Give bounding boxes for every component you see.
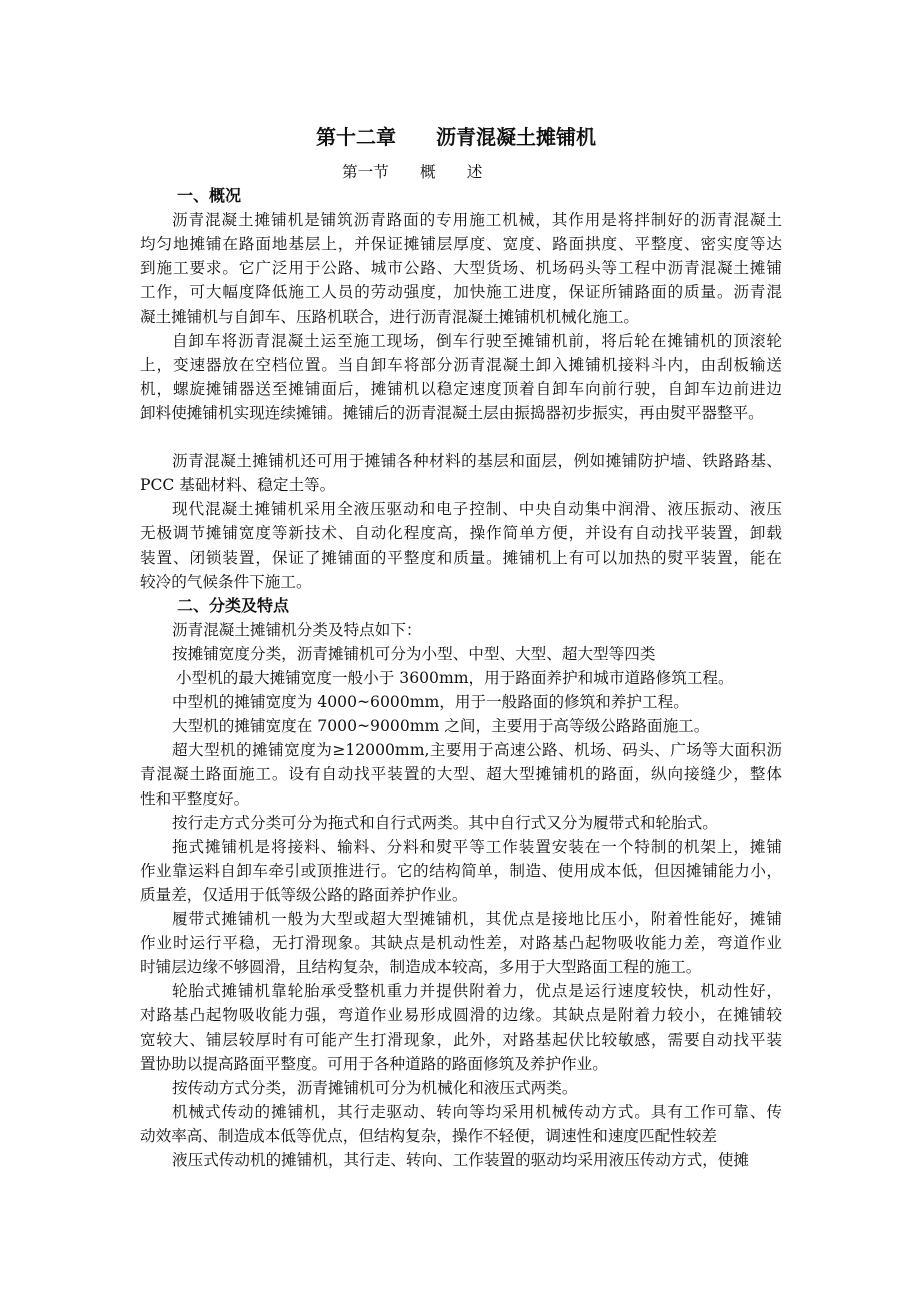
section-heading: 一、概况 xyxy=(177,186,242,205)
paragraph-line: 超大型机的摊铺宽度为≥12000mm,主要用于高速公路、机场、码头、广场等大面积沥 xyxy=(172,741,782,760)
paragraph-line: 机，螺旋摊铺器送至摊铺面后，摊铺机以稳定速度顶着自卸车向前行驶，自卸车边前进边 xyxy=(140,379,782,398)
paragraph-line: 沥青混凝土摊铺机还可用于摊铺各种材料的基层和面层，例如摊铺防护墙、铁路路基、 xyxy=(172,452,782,471)
paragraph-line: 液压式传动机的摊铺机，其行走、转向、工作装置的驱动均采用液压传动方式，使摊 xyxy=(172,1151,749,1169)
paragraph-line: 中型机的摊铺宽度为 4000~6000mm，用于一般路面的修筑和养护工程。 xyxy=(172,693,689,712)
paragraph-line: 到施工要求。它广泛用于公路、城市公路、大型货场、机场码头等工程中沥青混凝土摊铺 xyxy=(140,259,782,278)
section-title: 第一节 概 述 xyxy=(342,163,483,181)
paragraph-line: 卸料使摊铺机实现连续摊铺。摊铺后的沥青混凝土层由振捣器初步振实，再由熨平器整平。 xyxy=(140,403,764,422)
paragraph-line: 凝土摊铺机与自卸车、压路机联合，进行沥青混凝土摊铺机机械化施工。 xyxy=(140,307,640,326)
paragraph-line: 工作，可大幅度降低施工人员的劳动强度，加快施工进度，保证所铺路面的质量。沥青混 xyxy=(140,283,782,302)
paragraph-line: 性和平整度好。 xyxy=(140,789,250,808)
paragraph-line: 沥青混凝土摊铺机是铺筑沥青路面的专用施工机械，其作用是将拌制好的沥青混凝土 xyxy=(172,211,782,230)
blank-line xyxy=(140,425,782,449)
paragraph-line: 装置、闭锁装置，保证了摊铺面的平整度和质量。摊铺机上有可以加热的熨平装置，能在 xyxy=(140,548,782,567)
paragraph-line: 沥青混凝土摊铺机分类及特点如下： xyxy=(172,620,422,639)
paragraph-line: 按摊铺宽度分类，沥青摊铺机可分为小型、中型、大型、超大型等四类 xyxy=(172,644,656,663)
paragraph-line: 青混凝土路面施工。设有自动找平装置的大型、超大型摊铺机的路面，纵向接缝少，整体 xyxy=(140,765,782,784)
paragraph-line: 对路基凸起物吸收能力强，弯道作业易形成圆滑的边缘。其缺点是附着力较小，在摊铺较 xyxy=(140,1006,782,1025)
paragraph-line: PCC 基础材料、稳定土等。 xyxy=(140,476,336,495)
paragraph-line: 作业靠运料自卸车牵引或顶推进行。它的结构简单，制造、使用成本低，但因摊铺能力小， xyxy=(140,861,782,880)
paragraph-line: 拖式摊铺机是将接料、输料、分料和熨平等工作装置安装在一个特制的机架上，摊铺 xyxy=(172,837,782,856)
paragraph-line: 置协助以提高路面平整度。可用于各种道路的路面修筑及养护作业。 xyxy=(140,1054,608,1073)
paragraph-line: 履带式摊铺机一般为大型或超大型摊铺机，其优点是接地比压小，附着性能好，摊铺 xyxy=(172,910,782,928)
paragraph-line: 现代混凝土摊铺机采用全液压驱动和电子控制、中央自动集中润滑、液压振动、液压 xyxy=(172,500,782,519)
paragraph-line: 宽较大、铺层较厚时有可能产生打滑现象，此外，对路基起伏比较敏感，需要自动找平装 xyxy=(140,1030,782,1049)
paragraph-line: 按行走方式分类可分为拖式和自行式两类。其中自行式又分为履带式和轮胎式。 xyxy=(172,813,718,832)
paragraph-line: 小型机的最大摊铺宽度一般小于 3600mm，用于路面养护和城市道路修筑工程。 xyxy=(176,669,734,687)
chapter-title: 第十二章 沥青混凝土摊铺机 xyxy=(316,125,596,149)
paragraph-line: 作业时运行平稳，无打滑现象。其缺点是机动性差，对路基凸起物吸收能力差，弯道作业 xyxy=(140,934,782,953)
paragraph-line: 大型机的摊铺宽度在 7000~9000mm 之间，主要用于高等级公路路面施工。 xyxy=(172,717,710,736)
paragraph-line: 无极调节摊铺宽度等新技术、自动化程度高，操作简单方便，并设有自动找平装置，卸载 xyxy=(140,524,782,543)
paragraph-line: 质量差，仅适用于低等级公路的路面养护作业。 xyxy=(140,885,468,904)
paragraph-line: 按传动方式分类，沥青摊铺机可分为机械化和液压式两类。 xyxy=(172,1078,578,1097)
paragraph-line: 均匀地摊铺在路面地基层上，并保证摊铺层厚度、宽度、路面拱度、平整度、密实度等达 xyxy=(140,235,782,254)
paragraph-line: 上，变速器放在空档位置。当自卸车将部分沥青混凝土卸入摊铺机接料斗内，由刮板输送 xyxy=(140,355,782,374)
paragraph-line: 动效率高、制造成本低等优点，但结构复杂，操作不轻便，调速性和速度匹配性较差 xyxy=(140,1126,717,1145)
paragraph-line: 时铺层边缘不够圆滑，且结构复杂，制造成本较高，多用于大型路面工程的施工。 xyxy=(140,958,702,977)
paragraph-line: 自卸车将沥青混凝土运至施工现场，倒车行驶至摊铺机前，将后轮在摊铺机的顶滚轮 xyxy=(172,331,782,350)
paragraph-line: 机械式传动的摊铺机，其行走驱动、转向等均采用机械传动方式。具有工作可靠、传 xyxy=(172,1102,782,1121)
paragraph-line: 较冷的气候条件下施工。 xyxy=(140,572,312,591)
section-heading: 二、分类及特点 xyxy=(177,595,290,615)
paragraph-line: 轮胎式摊铺机靠轮胎承受整机重力并提供附着力，优点是运行速度较快，机动性好， xyxy=(172,982,782,1001)
